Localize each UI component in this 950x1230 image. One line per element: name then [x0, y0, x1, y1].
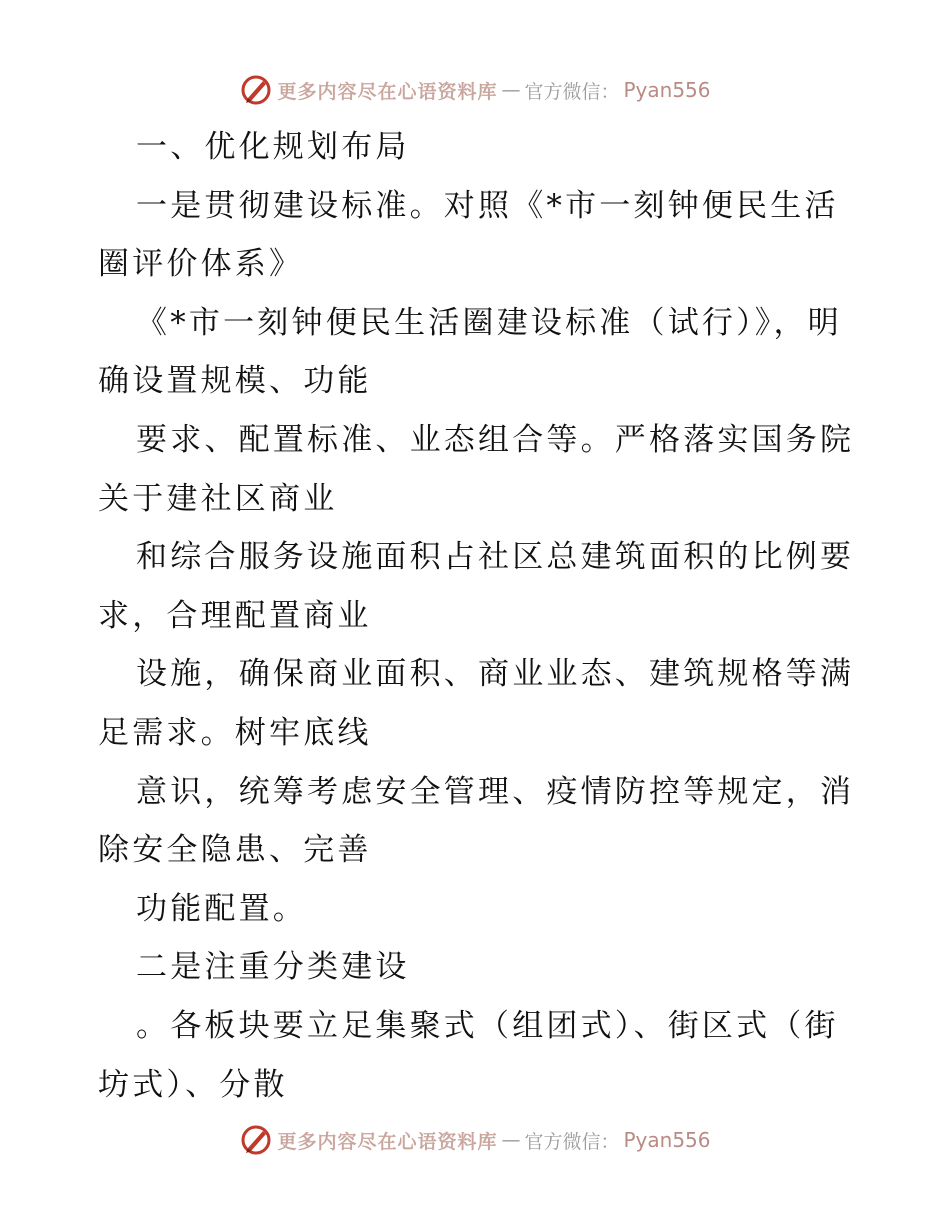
section-heading: 一、优化规划布局 — [136, 129, 410, 165]
header-watermark — [0, 70, 950, 110]
watermark-label: 官方微信： — [524, 1130, 620, 1153]
watermark-site-name: 更多内容尽在心语资料库 — [277, 80, 498, 103]
watermark-label: 官方微信： — [524, 80, 620, 103]
pen-logo-icon — [239, 1123, 273, 1157]
watermark-site-name: 更多内容尽在心语资料库 — [277, 1130, 498, 1153]
paragraph: 。各板块要立足集聚式（组团式）、街区式（街坊式）、分散 — [98, 1007, 839, 1103]
pen-logo-icon — [239, 73, 273, 107]
paragraph: 设施，确保商业面积、商业业态、建筑规格等满足需求。树牢底线 — [98, 656, 855, 751]
paragraph: 意识，统筹考虑安全管理、疫情防控等规定，消除安全隐患、完善 — [98, 773, 855, 869]
paragraph: 要求、配置标准、业态组合等。严格落实国务院关于建社区商业 — [98, 421, 855, 517]
document-body — [98, 118, 858, 1114]
watermark-wechat-id: Pyan556 — [623, 1128, 711, 1152]
paragraph: 二是注重分类建设 — [136, 949, 410, 986]
footer-watermark — [0, 1120, 950, 1160]
paragraph: 和综合服务设施面积占社区总建筑面积的比例要求，合理配置商业 — [98, 539, 855, 634]
watermark-dash: — — [501, 1129, 521, 1151]
paragraph: 《*市一刻钟便民生活圈建设标准（试行）》，明确设置规模、功能 — [98, 304, 842, 400]
watermark-dash: — — [501, 79, 521, 101]
paragraph: 一是贯彻建设标准。对照《*市一刻钟便民生活圈评价体系》 — [98, 187, 839, 283]
paragraph: 功能配置。 — [136, 890, 307, 927]
watermark-wechat-id: Pyan556 — [623, 78, 711, 102]
